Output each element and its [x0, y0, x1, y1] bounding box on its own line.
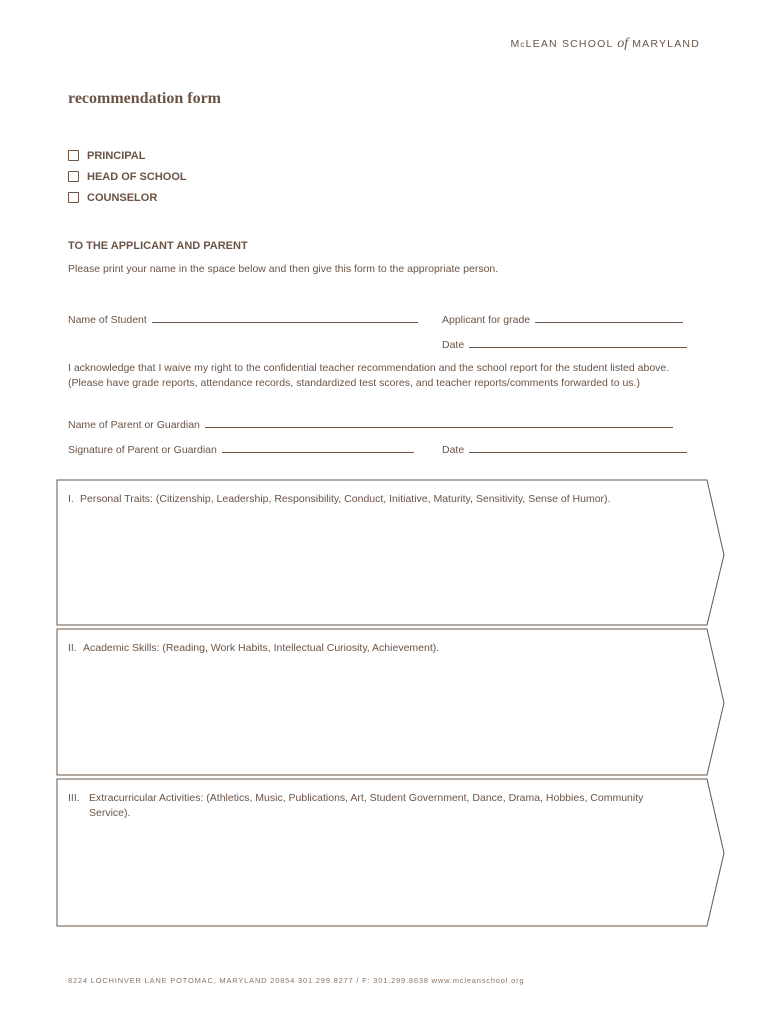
panel-prompt: Personal Traits: (Citizenship, Leadership, Responsibility, Conduct, Initiative, Maturity, Sensitivity, Sense of Humor).: [80, 493, 611, 505]
panel-personal-traits[interactable]: [68, 492, 688, 507]
footer-address: 8224 LOCHINVER LANE POTOMAC, MARYLAND 20854 301.299.8277 / F: 301.299.8638 www.mcleanschool.org: [68, 976, 525, 985]
date-label: Date: [442, 339, 465, 351]
parent-name-label: Name of Parent or Guardian: [68, 419, 200, 431]
checkbox-label: PRINCIPAL: [87, 149, 146, 162]
applicant-section-heading: TO THE APPLICANT AND PARENT: [68, 240, 248, 252]
panel-number: III.: [68, 792, 80, 804]
panel-academic-skills[interactable]: [68, 641, 688, 656]
checkbox-label: COUNSELOR: [87, 191, 158, 204]
panel-extracurricular[interactable]: [68, 791, 658, 821]
panel-prompt: Extracurricular Activities: (Athletics, Music, Publications, Art, Student Government, Dance, Drama, Hobbies, Community Service).: [89, 792, 644, 819]
applicant-instructions: Please print your name in the space below and then give this form to the appropriate person.: [68, 263, 499, 275]
student-name-label: Name of Student: [68, 314, 147, 326]
panel-prompt: Academic Skills: (Reading, Work Habits, Intellectual Curiosity, Achievement).: [83, 642, 440, 654]
date2-label: Date: [442, 444, 465, 456]
checkbox-label: HEAD OF SCHOOL: [87, 170, 187, 183]
form-title: recommendation form: [68, 90, 221, 107]
acknowledgement-text: I acknowledge that I waive my right to the confidential teacher recommendation and the school report for the student listed above. (Please have grade reports, attendance records, standardized test scores, and teacher reports/comments forwarded to us.): [68, 362, 670, 389]
grade-label: Applicant for grade: [442, 314, 531, 326]
parent-signature-label: Signature of Parent or Guardian: [68, 444, 217, 456]
school-name: McLEAN SCHOOL of MARYLAND: [510, 36, 700, 51]
panel-number: I.: [68, 493, 74, 505]
panel-number: II.: [68, 642, 77, 654]
